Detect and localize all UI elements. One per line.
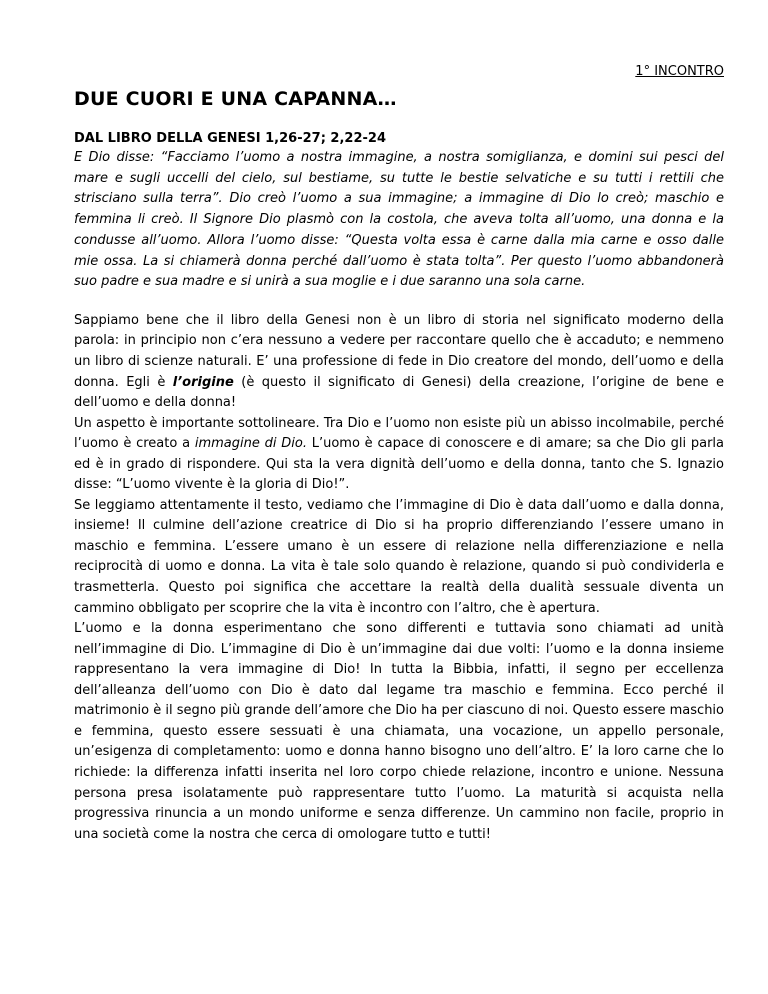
page-title: DUE CUORI E UNA CAPANNA…	[74, 88, 397, 110]
commentary-paragraph-2	[74, 414, 724, 496]
commentary-paragraph-4: L’uomo e la donna esperimentano che sono differenti e tuttavia sono chiamati ad unità nell’immagine di Dio. L’immagine di Dio è un’immagine dai due volti: l’uomo e la donna insieme rappresentano la vera immagine di Dio! In tutta la Bibbia, infatti, il segno per eccellenza dell’alleanza dell’uomo con Dio è dato dal legame tra maschio e femmina. Ecco perché il matrimonio è il segno più grande dell’amore che Dio ha per ciascuno di noi. Questo essere maschio e femmina, questo essere sessuati è una chiamata, una vocazione, un appello personale, un’esigenza di completamento: uomo e donna hanno bisogno uno dell’altro. E’ la loro carne che lo richiede: la differenza infatti inserita nel loro corpo chiede relazione, incontro e unione. Nessuna persona presa isolatamente può rappresentare tutto l’uomo. La maturità si acquista nella progressiva rinuncia a un mondo uniforme e senza differenze. Un cammino non facile, proprio in una società come la nostra che cerca di omologare tutto e tutti!	[74, 621, 724, 842]
reading-reference: DAL LIBRO DELLA GENESI 1,26-27; 2,22-24	[74, 131, 386, 146]
emphasized-term: immagine di Dio.	[194, 436, 307, 452]
commentary-paragraph-1	[74, 311, 724, 414]
paragraph-text: Un aspetto è importante sottolineare. Tra Dio e l’uomo non esiste più un abisso incolmabile, perché l’uomo è creato a	[74, 415, 724, 452]
emphasized-term: l’origine	[172, 374, 234, 390]
paragraph-text: Sappiamo bene che il libro della Genesi non è un libro di storia nel significato moderno della parola: in principio non c’era nessuno a vedere per raccontare quello che è accaduto; e nemmeno un libro di scienze naturali. E’ una professione di fede in Dio creatore del mondo, dell’uomo e della donna. Egli è	[74, 312, 724, 390]
commentary	[74, 311, 724, 845]
document-page	[74, 64, 724, 845]
meeting-number: 1° INCONTRO	[635, 64, 724, 79]
paragraph-text: (è questo il significato di Genesi) della creazione, l’origine de bene e dell’uomo e della donna!	[74, 374, 724, 411]
scripture-passage: E Dio disse: “Facciamo l’uomo a nostra immagine, a nostra somiglianza, e domini sui pesci del mare e sugli uccelli del cielo, sul bestiame, su tutte le bestie selvatiche e su tutti i rettili che strisciano sulla terra”. Dio creò l’uomo a sua immagine; a immagine di Dio lo creò; maschio e femmina li creò. Il Signore Dio plasmò con la costola, che aveva tolta all’uomo, una donna e la condusse all’uomo. Allora l’uomo disse: “Questa volta essa è carne dalla mia carne e osso dalle mie ossa. La si chiamerà donna perché dall’uomo è stata tolta”. Per questo l’uomo abbandonerà suo padre e sua madre e si unirà a sua moglie e i due saranno una sola carne.	[74, 150, 724, 290]
paragraph-text: L’uomo è capace di conoscere e di amare; sa che Dio gli parla ed è in grado di rispondere. Qui sta la vera dignità dell’uomo e della donna, tanto che S. Ignazio disse: “L’uomo vivente è la gloria di Dio!”.	[74, 436, 724, 493]
commentary-paragraph-3: Se leggiamo attentamente il testo, vediamo che l’immagine di Dio è data dall’uomo e dalla donna, insieme! Il culmine dell’azione creatrice di Dio si ha proprio differenziando l’essere umano in maschio e femmina. L’essere umano è un essere di relazione nella differenziazione e nella reciprocità di uomo e donna. La vita è tale solo quando è relazione, quando si può condividerla e trasmetterla. Questo poi significa che accettare la realtà della dualità sessuale diventa un cammino obbligato per scoprire che la vita è incontro con l’altro, che è apertura.	[74, 497, 724, 616]
